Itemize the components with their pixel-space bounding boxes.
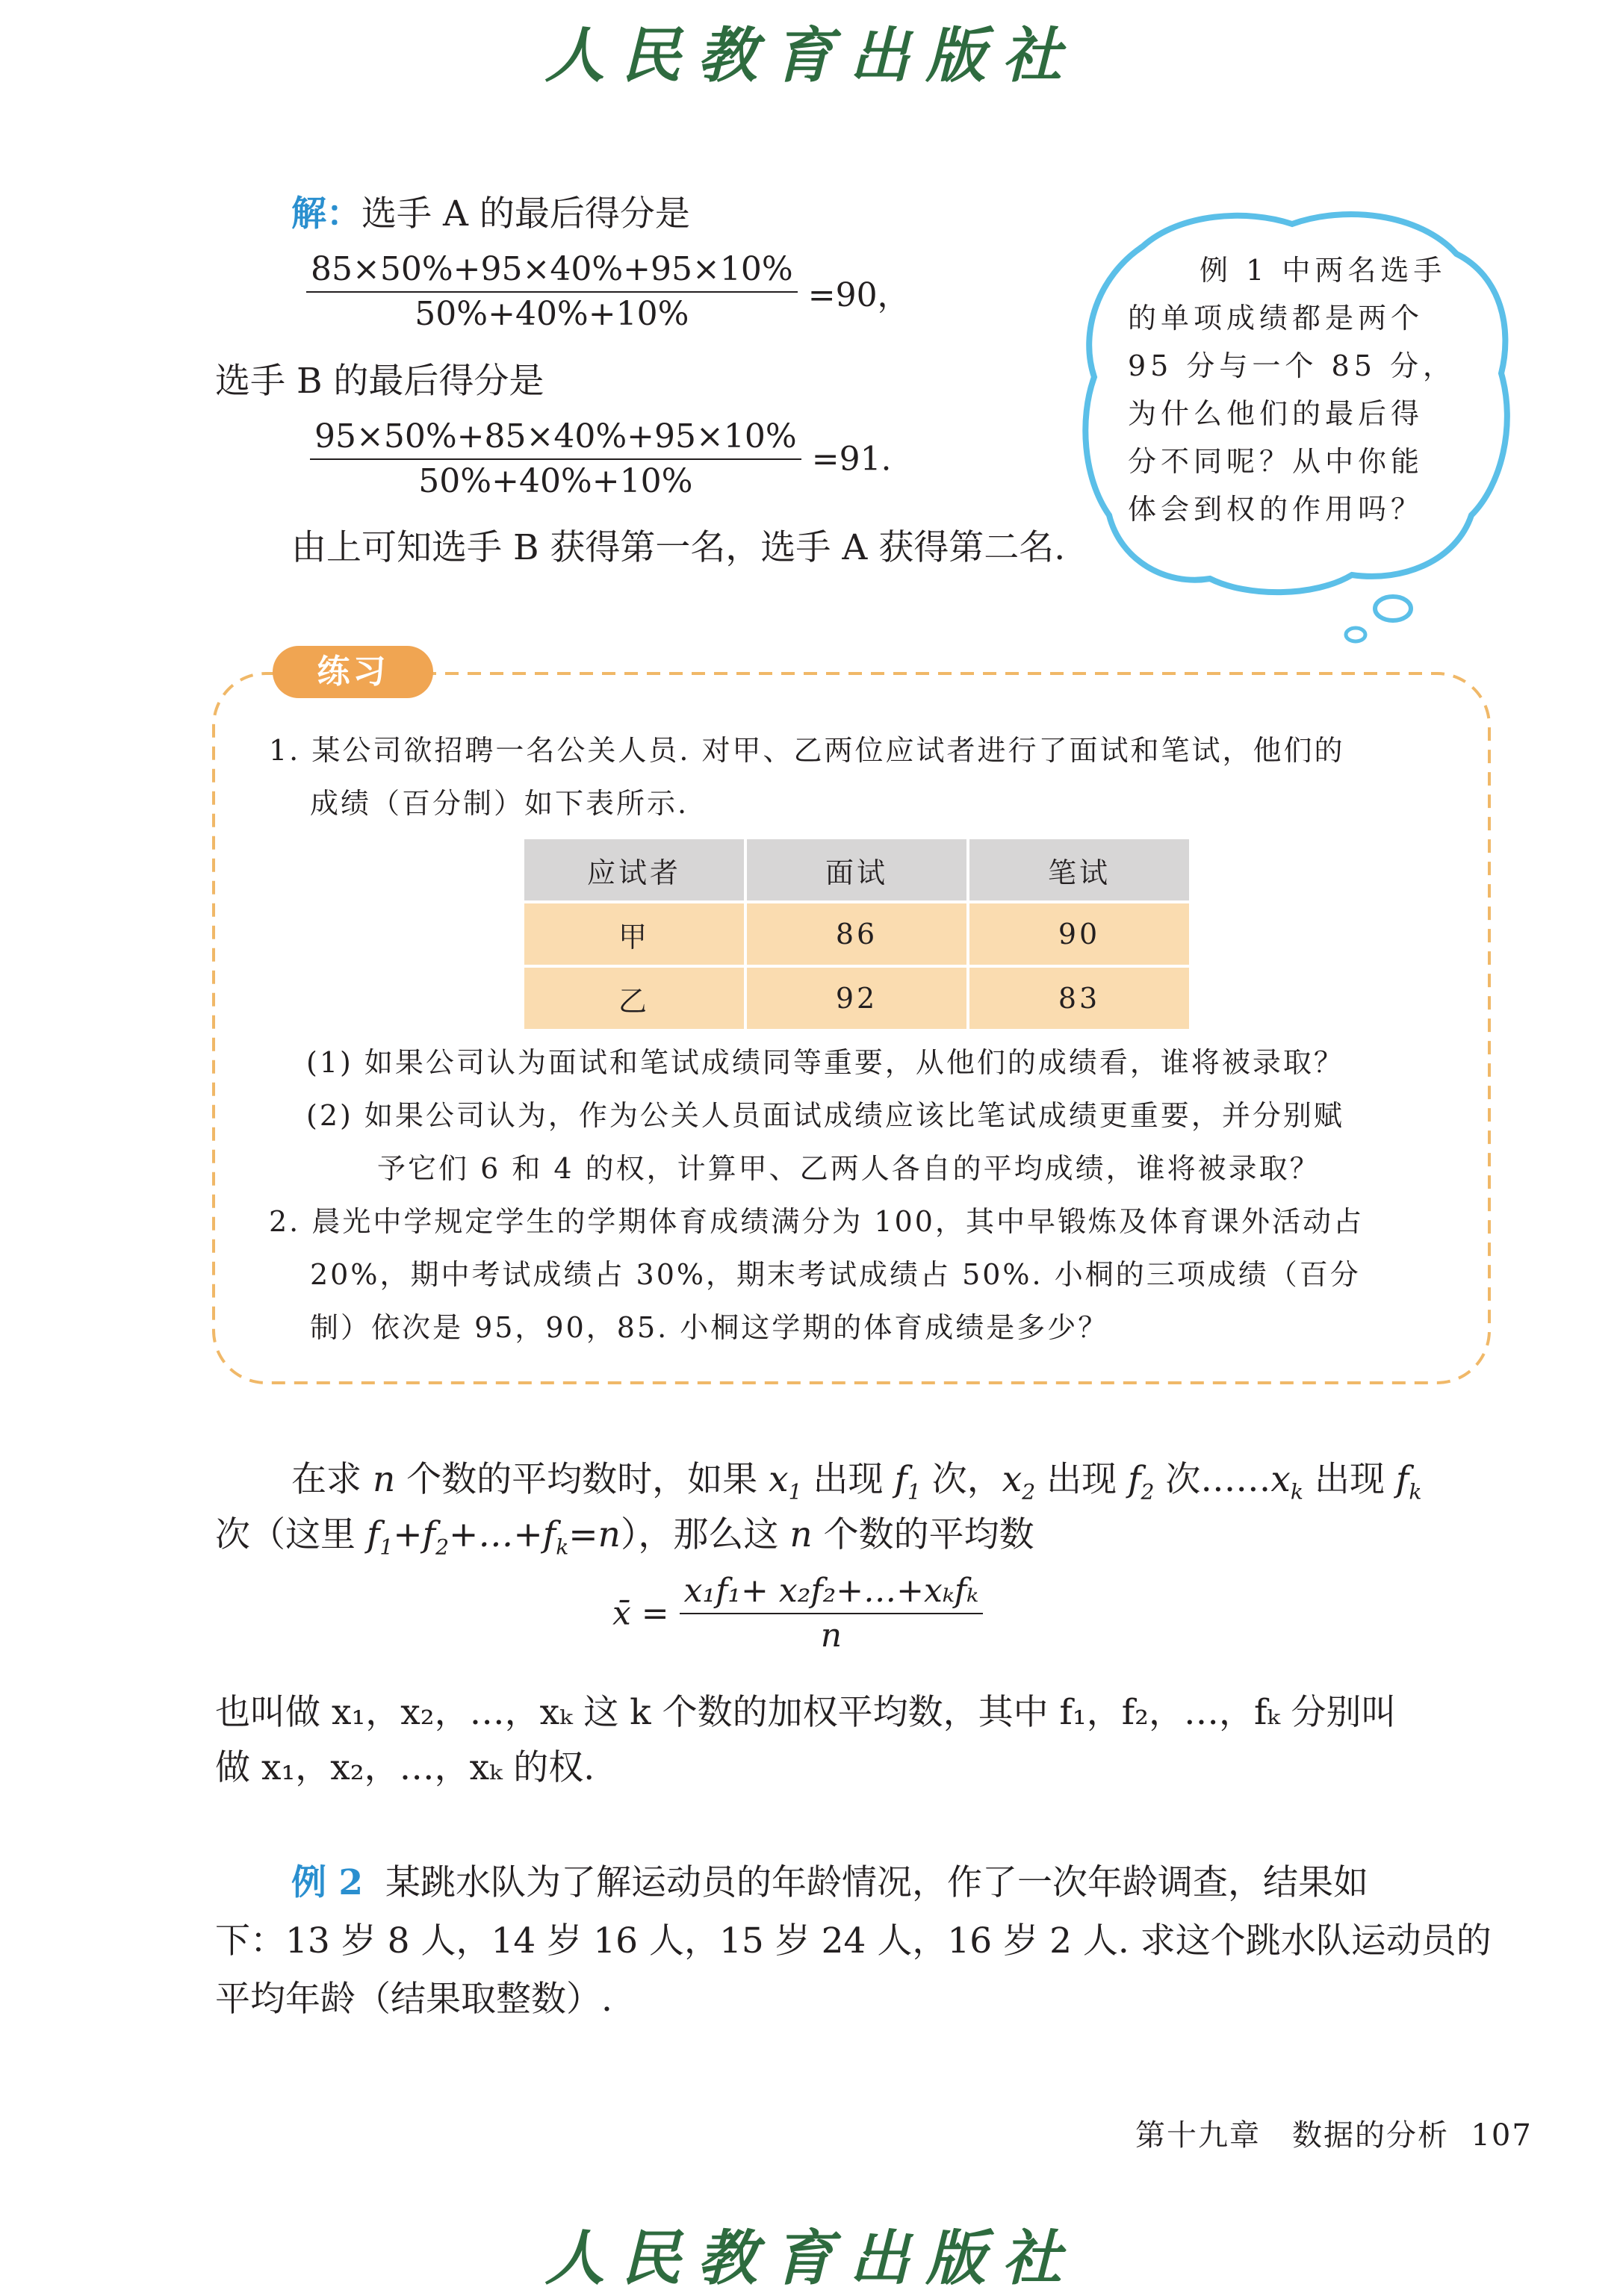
formula-a-denominator: 50%+40%+10% [415,295,689,333]
table-header-cell: 笔试 [968,838,1191,902]
publisher-logo: 人民教育出版社 [544,20,1079,90]
text-run: ），那么这 [620,1514,790,1555]
bubble-line: 为什么他们的最后得 [1128,397,1424,430]
formula-b-result: =91. [811,440,892,479]
text-run: 个数的平均数时，如果 [395,1459,769,1500]
var-xk: $x_k$ [1270,1459,1304,1505]
table-cell: 92 [745,966,968,1030]
text-run: 次（这里 [215,1514,367,1555]
text-run: 出现 [1035,1459,1129,1500]
formula-b-denominator: 50%+40%+10% [418,462,693,500]
formula-a [306,248,910,336]
example2-label: 例 2 [291,1862,364,1903]
table-header-cell: 面试 [745,838,968,902]
var-x1: $x_1$ [769,1459,802,1505]
weighted-mean-p2 [215,1508,1034,1575]
table-cell: 86 [745,902,968,966]
solution-line-b: 选手 B 的最后得分是 [215,361,544,402]
table-cell: 甲 [523,902,745,966]
bubble-line: 体会到权的作用吗？ [1128,493,1424,526]
formula-a-numerator: 85×50%+95×40%+95×10% [306,248,798,293]
solution-conclusion: 由上可知选手 B 获得第一名，选手 A 获得第二名. [291,527,1066,568]
text-run: 次…… [1154,1459,1271,1500]
exercise-q2-line2: 20%，期中考试成绩占 30%，期末考试成绩占 50%. 小桐的三项成绩（百分 [310,1258,1361,1291]
table-cell: 83 [968,966,1191,1030]
exercise-badge: 练习 [273,646,433,698]
bubble-line: 例 1 中两名选手 [1200,254,1447,287]
solution-label: 解： [291,193,361,234]
text-run: 出现 [1303,1459,1396,1500]
example2-line2: 下：13 岁 8 人，14 岁 16 人，15 岁 24 人，16 岁 2 人. 求这个跳水队运动员的 [215,1920,1492,1961]
publisher-logo-bottom: 人民教育出版社 [544,2223,1079,2293]
scores-table [521,836,1192,1032]
formula-a-result: =90， [807,276,910,314]
formula-denominator: n [820,1617,842,1655]
text-run: 在求 [291,1459,373,1500]
exercise-q1-sub1: (1) 如果公司认为面试和笔试成绩同等重要，从他们的成绩看，谁将被录取？ [306,1046,1344,1079]
table-row [523,966,1191,1030]
formula-b-numerator: 95×50%+85×40%+95×10% [310,415,801,460]
bubble-line: 的单项成绩都是两个 [1128,302,1424,335]
weighted-mean-p4: 做 x₁，x₂，…，xₖ 的权. [215,1747,595,1788]
text-run: 出现 [801,1459,895,1500]
bubble-line: 95 分与一个 85 分， [1128,349,1456,382]
example2-line1 [291,1855,1368,1911]
exercise-q1-sub2-line2: 予它们 6 和 4 的权，计算甲、乙两人各自的平均成绩，谁将被录取？ [377,1152,1321,1185]
text-run: 某跳水队为了解运动员的年龄情况，作了一次年龄调查，结果如 [385,1862,1368,1903]
exercise-q2-line1: 2. 晨光中学规定学生的学期体育成绩满分为 100，其中早锻炼及体育课外活动占 [269,1205,1364,1238]
page-number: 107 [1471,2118,1533,2153]
text-run: 个数的平均数 [812,1514,1034,1555]
sum-expression: $f_1+f_2+\dots+f_k=n$ [366,1514,621,1560]
text-run: 次， [920,1459,1002,1500]
weighted-mean-p3: 也叫做 x₁，x₂，…，xₖ 这 k 个数的加权平均数，其中 f₁，f₂，…，fₖ 分别叫 [215,1692,1397,1733]
var-n: n [372,1459,396,1500]
var-n: n [789,1514,813,1555]
formula-lhs: x̄ = [612,1594,669,1633]
thought-bubble-text [1128,246,1456,533]
formula-b [310,415,892,503]
page-footer [1135,2112,1533,2154]
var-f1: $f_1$ [894,1459,921,1505]
solution-line-a: 选手 A 的最后得分是 [361,193,690,234]
solution-intro-a [291,187,690,242]
var-x2: $x_2$ [1002,1459,1036,1505]
exercise-q1-line1: 1. 某公司欲招聘一名公关人员. 对甲、乙两位应试者进行了面试和笔试，他们的 [269,734,1345,767]
weighted-mean-formula [612,1569,983,1658]
chapter-title: 第十九章 数据的分析 [1135,2118,1449,2153]
example2-line3: 平均年龄（结果取整数）. [215,1979,612,2020]
table-cell: 乙 [523,966,745,1030]
table-cell: 90 [968,902,1191,966]
exercise-q1-sub2-line1: (2) 如果公司认为，作为公关人员面试成绩应该比笔试成绩更重要，并分别赋 [306,1099,1344,1132]
bubble-line: 分不同呢？从中你能 [1128,445,1424,478]
table-header-row [523,838,1191,902]
exercise-q2-line3: 制）依次是 95，90，85. 小桐这学期的体育成绩是多少？ [310,1311,1109,1344]
var-f2: $f_2$ [1128,1459,1155,1505]
var-fk: $f_k$ [1395,1459,1422,1505]
table-header-cell: 应试者 [523,838,745,902]
exercise-q1-line2: 成绩（百分制）如下表所示. [310,787,689,820]
formula-numerator: x₁f₁+ x₂f₂+…+xₖfₖ [680,1569,984,1614]
table-row [523,902,1191,966]
